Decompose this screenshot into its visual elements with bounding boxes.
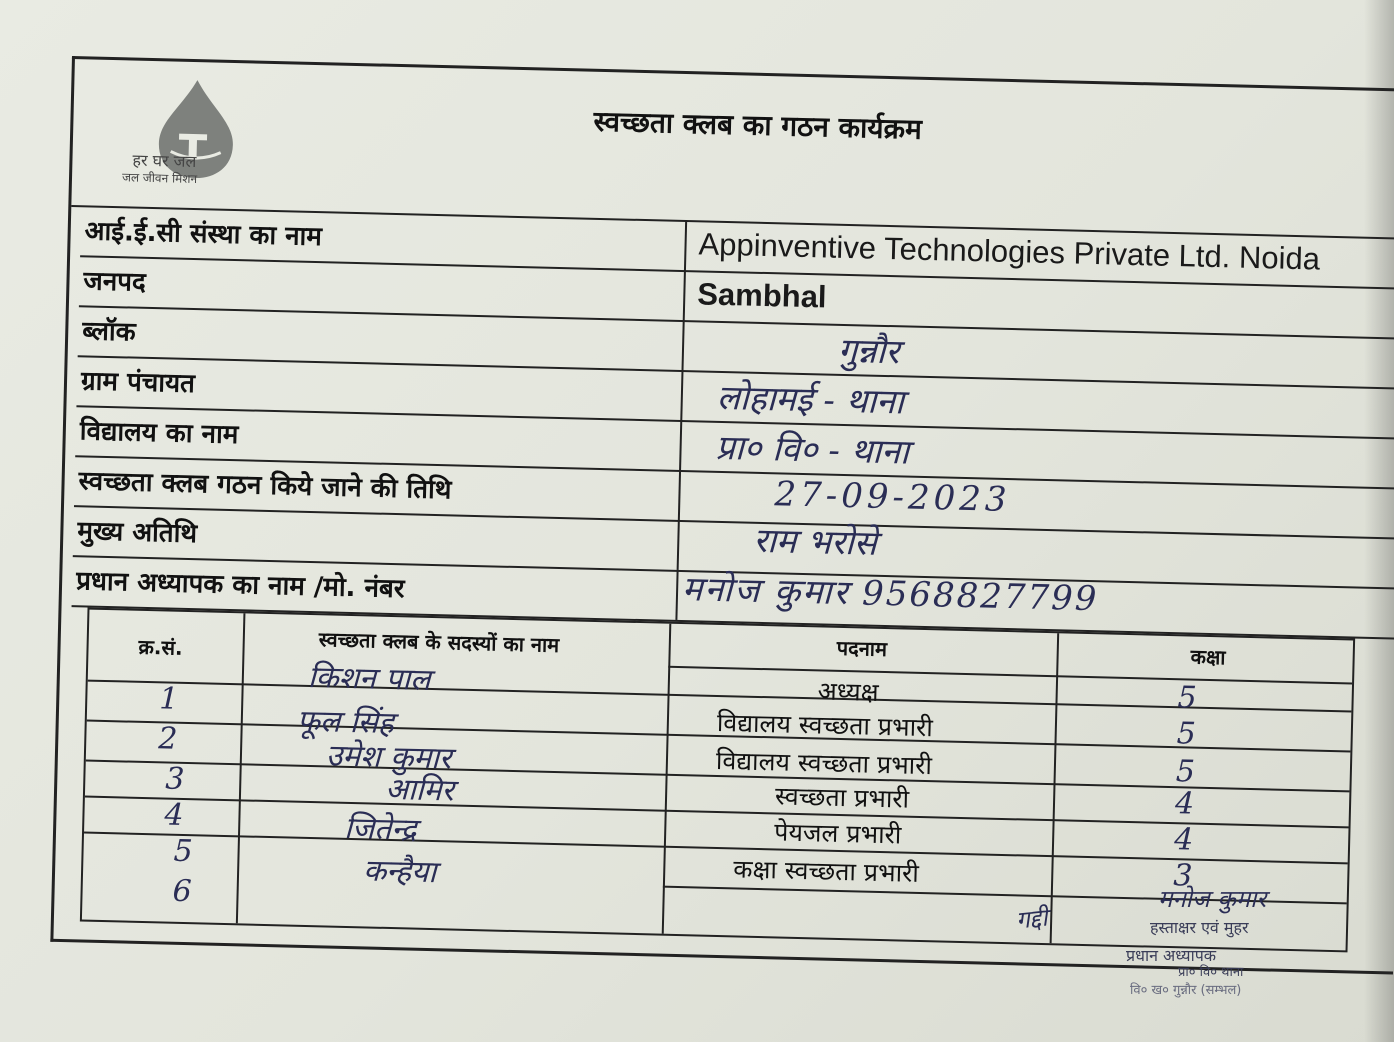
form-frame [50,56,1394,975]
member-name: फूल सिंह [296,703,395,742]
column-divider [675,570,678,620]
column-divider [682,320,685,370]
info-value: Sambhal [696,276,827,315]
signature-headmaster: मनोज कुमार [1158,885,1267,913]
logo-text-jal-jeevan-mission: जल जीवन मिशन [121,170,198,187]
stamp-line: प्रा० वि० थाना [1178,965,1244,980]
member-class: 4 [1174,786,1195,822]
member-designation: विद्यालय स्वच्छता प्रभारी [716,707,934,743]
info-value-handwritten: राम भरोसे [752,520,878,564]
info-value-handwritten: प्रा० वि० - थाना [715,427,910,473]
member-serial: 4 [164,797,184,833]
member-class: 4 [1173,822,1194,858]
info-label: आई.ई.सी संस्था का नाम [84,216,323,253]
stamp-line: हस्ताक्षर एवं मुहर [1150,918,1249,937]
member-name: उमेश कुमार [325,738,452,777]
page-binding-shadow [1364,0,1394,1042]
column-divider [680,370,683,420]
member-serial: 1 [158,681,179,717]
member-name: आमिर [384,771,455,809]
stamp-line: प्रधान अध्यापक [1126,946,1217,965]
member-designation: अध्यक्ष [817,676,879,707]
member-name: किशन पाल [307,659,431,698]
signature-left: गद्दी [1014,903,1049,935]
member-name: कन्हैया [362,853,437,891]
info-label: ग्राम पंचायत [80,366,196,400]
header-class: कक्षा [1190,644,1226,670]
row-divider [85,796,1349,829]
member-class: 5 [1177,680,1198,716]
info-label: मुख्य अतिथि [77,516,198,550]
header-designation: पदनाम [836,635,888,662]
member-serial: 3 [164,761,185,797]
member-designation: स्वच्छता प्रभारी [774,781,910,814]
member-class: 5 [1175,754,1196,790]
member-designation: विद्यालय स्वच्छता प्रभारी [715,745,933,781]
stamp-line: वि० ख० गुन्नौर (सम्भल) [1130,983,1242,998]
info-label: ब्लॉक [81,316,136,348]
info-label: विद्यालय का नाम [79,416,239,451]
member-serial: 6 [172,873,193,910]
form-title: स्वच्छता क्लब का गठन कार्यक्रम [593,104,923,146]
column-divider [678,470,681,520]
logo-text-har-ghar-jal: हर घर जल [132,150,197,172]
column-divider [683,270,686,320]
info-value-handwritten: मनोज कुमार 9568827799 [681,569,1099,620]
column-divider [236,613,246,923]
member-serial: 2 [157,721,178,757]
member-serial: 5 [173,833,194,870]
info-value-handwritten: लोहामई - थाना [716,377,905,423]
column-divider [679,420,682,470]
info-label: प्रधान अध्यापक का नाम /मो. नंबर [75,566,405,605]
member-class: 5 [1176,716,1197,752]
row-divider [668,666,1352,685]
member-designation: पेयजल प्रभारी [773,817,902,850]
info-value: Appinventive Technologies Private Ltd. Noida [698,226,1321,277]
column-divider [684,220,687,270]
column-divider [677,520,680,570]
header-serial-no: क्र.सं. [138,634,183,660]
member-class: 3 [1172,858,1193,894]
member-name: जितेन्द्र [343,810,417,848]
info-label: स्वच्छता क्लब गठन किये जाने की तिथि [78,466,452,506]
row-divider [84,832,1348,865]
header-member-name: स्वच्छता क्लब के सदस्यों का नाम [318,627,560,658]
info-label: जनपद [83,266,147,298]
info-value-handwritten: 27-09-2023 [774,474,1011,521]
info-value-handwritten: गुन्नौर [837,330,900,373]
member-designation: कक्षा स्वच्छता प्रभारी [732,854,920,888]
